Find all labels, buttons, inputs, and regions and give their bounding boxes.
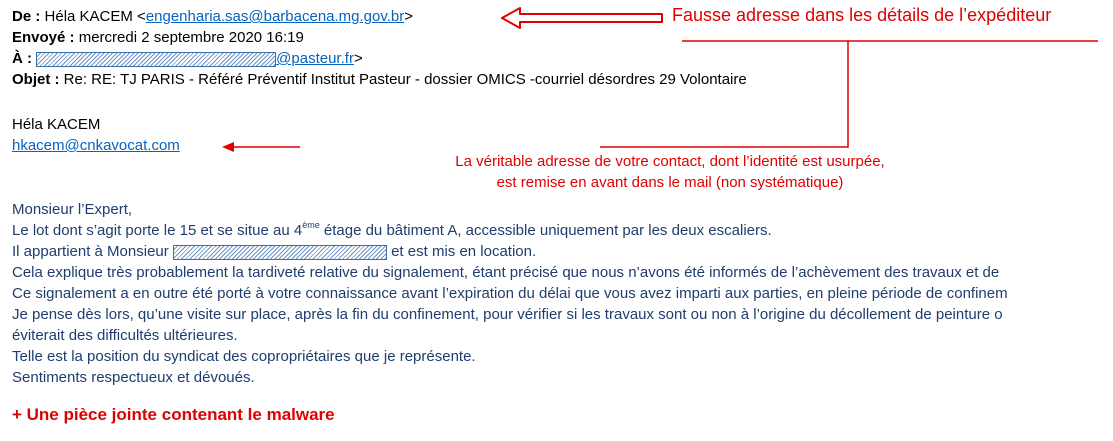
from-address-link[interactable]: engenharia.sas@barbacena.mg.gov.br [145,8,405,25]
to-label: À : [12,50,32,67]
body-line-8: Sentiments respectueux et dévoués. [12,369,255,386]
body-line-5: Je pense dès lors, qu’une visite sur place, après la fin du confinement, pour vérifier si les travaux sont ou non à l’origine du décollement de peinture o [12,306,1003,323]
signature-name: Héla KACEM [12,116,101,133]
subject-label: Objet : [12,71,60,88]
fake-address-arrow [502,8,662,28]
body-greeting: Monsieur l’Expert, [12,201,133,218]
fake-address-annotation: Fausse adresse dans les détails de l’expéditeur [672,5,1052,25]
body-line-1: Le lot dont s’agit porte le 15 et se situe au 4ème étage du bâtiment A, accessible uniquement par les deux escaliers. [12,220,772,239]
body-line-7: Telle est la position du syndicat des copropriétaires que je représente. [12,348,476,365]
body-line-3: Cela explique très probablement la tardiveté relative du signalement, étant précisé que nous n’avons été informés de l’achèvement des travaux et de [12,264,1000,281]
subject-value: Re: RE: TJ PARIS - Référé Préventif Institut Pasteur - dossier OMICS -courriel désordres 29 Volontaire [63,71,747,88]
connector-line [600,41,848,147]
real-address-annotation-line1: La véritable adresse de votre contact, dont l’identité est usurpée, [455,153,885,170]
to-close-bracket: > [353,50,363,67]
body-line-6: éviterait des difficultés ultérieures. [12,327,238,344]
from-label: De : [12,8,41,25]
real-address-arrow-head [222,142,234,152]
body-line-2: Il appartient à Monsieur et est mis en location. [12,243,537,260]
from-name: Héla KACEM [44,8,133,25]
to-address-link[interactable]: @pasteur.fr [276,50,354,67]
real-address-annotation-line2: est remise en avant dans le mail (non systématique) [496,174,844,191]
sent-label: Envoyé : [12,29,75,46]
body-line-4: Ce signalement a en outre été porté à votre connaissance avant l’expiration du délai que vous avez imparti aux parties, en pleine période de confinem [12,285,1008,302]
sent-value: mercredi 2 septembre 2020 16:19 [78,29,304,46]
attachment-annotation: + Une pièce jointe contenant le malware [12,405,335,424]
from-close-bracket: > [404,8,414,25]
from-open-bracket: < [137,8,146,25]
signature-email-link[interactable]: hkacem@cnkavocat.com [12,137,180,154]
superscript-ordinal: ème [302,220,320,230]
redacted-owner-name [173,245,387,260]
